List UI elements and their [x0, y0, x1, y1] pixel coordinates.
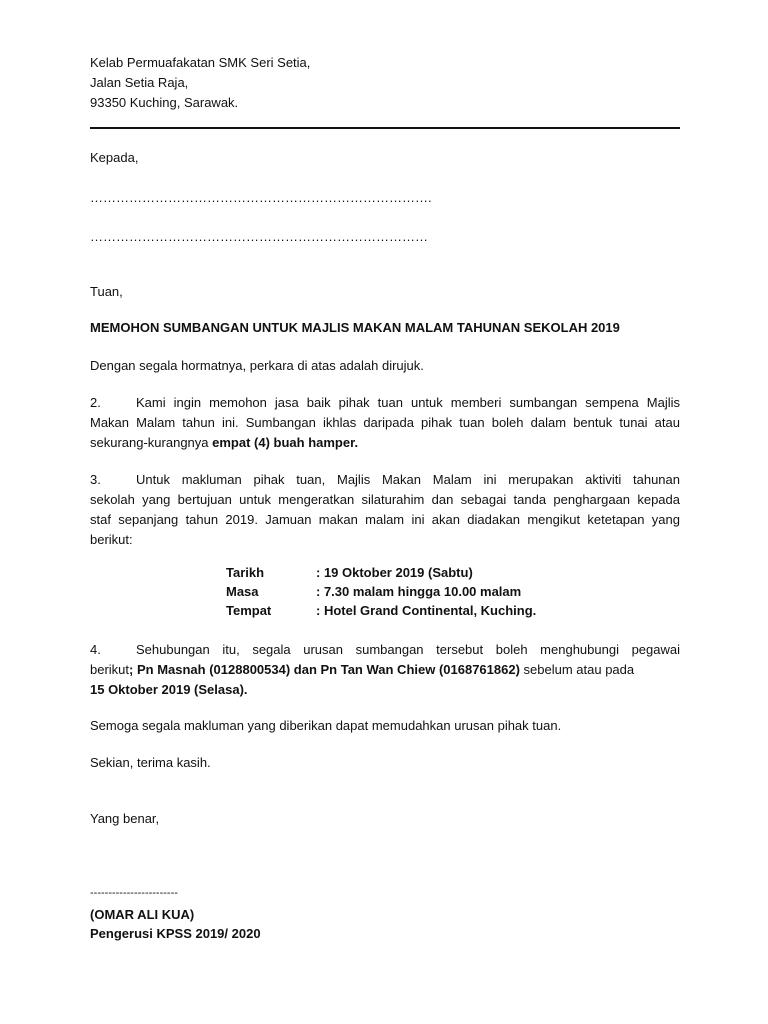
detail-label-date: Tarikh [226, 565, 265, 580]
detail-value-date: : 19 Oktober 2019 (Sabtu) [316, 565, 473, 580]
paragraph-3-line-4: berikut: [90, 532, 133, 547]
sender-street: Jalan Setia Raja, [90, 75, 189, 90]
salutation: Tuan, [90, 284, 123, 299]
signatory-title: Pengerusi KPSS 2019/ 2020 [90, 926, 261, 941]
deadline-date: 15 Oktober 2019 (Selasa). [90, 682, 248, 697]
signature-line: ------------------------ [90, 887, 178, 899]
paragraph-3 [90, 470, 680, 550]
paragraph-3-number: 3. [90, 472, 101, 487]
paragraph-3-line-1: 3. Untuk makluman pihak tuan, Majlis Makan Malam ini merupakan aktiviti tahunan [90, 470, 680, 490]
closing-thanks: Sekian, terima kasih. [90, 755, 211, 770]
opening-paragraph: Dengan segala hormatnya, perkara di atas adalah dirujuk. [90, 358, 424, 373]
signatory-name: (OMAR ALI KUA) [90, 907, 195, 922]
paragraph-2-line-3: sekurang-kurangnya empat (4) buah hamper. [90, 435, 359, 450]
recipient-line-2: …………………………………………………………………… [90, 229, 428, 244]
paragraph-2-number: 2. [90, 395, 101, 410]
detail-value-venue: : Hotel Grand Continental, Kuching. [316, 603, 537, 618]
paragraph-4 [90, 640, 680, 700]
subject-heading: MEMOHON SUMBANGAN UNTUK MAJLIS MAKAN MALAM TAHUNAN SEKOLAH 2019 [90, 320, 620, 335]
sender-city: 93350 Kuching, Sarawak. [90, 95, 239, 110]
contact-persons: ; Pn Masnah (0128800534) dan Pn Tan Wan Chiew (0168761862) [129, 662, 520, 677]
paragraph-2-line-2: Makan Malam tahun ini. Sumbangan ikhlas daripada pihak tuan boleh dalam bentuk tunai atau [90, 415, 680, 430]
recipient-greeting: Kepada, [90, 150, 139, 165]
detail-label-venue: Tempat [226, 603, 272, 618]
paragraph-4-number: 4. [90, 642, 101, 657]
detail-label-time: Masa [226, 584, 259, 599]
sender-name: Kelab Permuafakatan SMK Seri Setia, [90, 55, 311, 70]
paragraph-2 [90, 393, 680, 453]
recipient-line-1: ……………………………………………………………………. [90, 190, 432, 205]
paragraph-2-line-1: 2. Kami ingin memohon jasa baik pihak tuan untuk memberi sumbangan sempena Majlis [90, 393, 680, 413]
paragraph-3-line-2: sekolah yang bertujuan untuk mengeratkan silaturahim dan sebagai tanda penghargaan kepada [90, 492, 680, 507]
detail-value-time: : 7.30 malam hingga 10.00 malam [316, 584, 522, 599]
header-divider [90, 127, 680, 129]
paragraph-4-line-2: berikut; Pn Masnah (0128800534) dan Pn Tan Wan Chiew (0168761862) sebelum atau pada [90, 662, 635, 677]
closing-paragraph: Semoga segala makluman yang diberikan dapat memudahkan urusan pihak tuan. [90, 718, 562, 733]
hamper-emphasis: empat (4) buah hamper. [212, 435, 359, 450]
paragraph-4-line-1: 4. Sehubungan itu, segala urusan sumbangan tersebut boleh menghubungi pegawai [90, 640, 680, 660]
signoff: Yang benar, [90, 811, 160, 826]
paragraph-3-line-3: staf sepanjang tahun 2019. Jamuan makan malam ini akan diadakan mengikut ketetapan yang [90, 512, 680, 527]
